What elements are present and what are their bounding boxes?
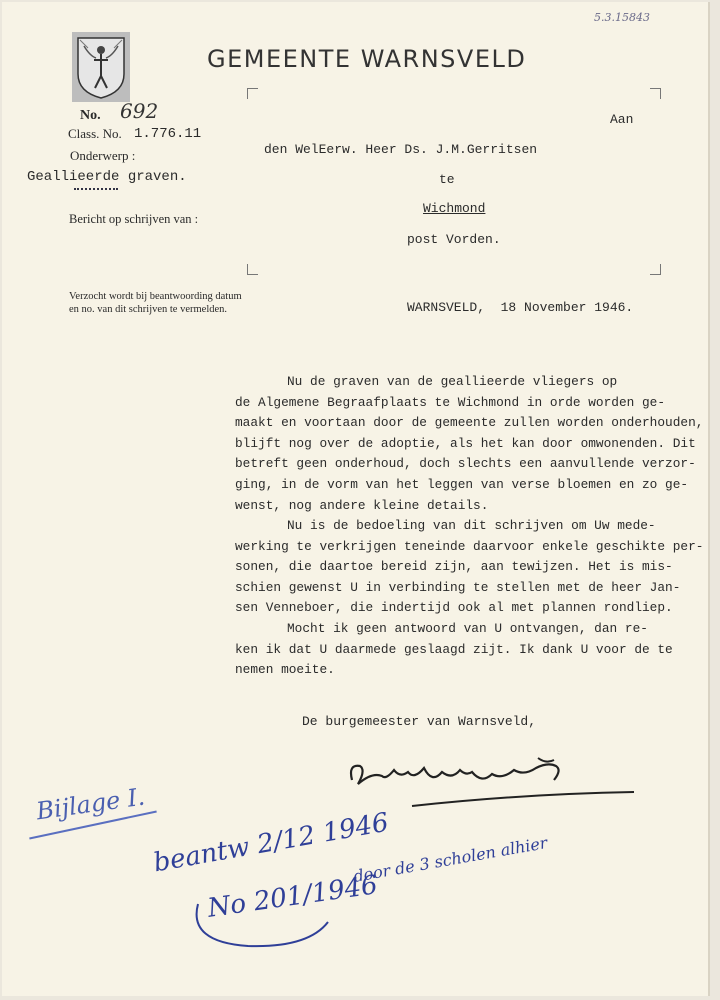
address-recipient: den WelEerw. Heer Ds. J.M.Gerritsen [264, 142, 538, 157]
address-te: te [439, 172, 455, 187]
class-label: Class. No. [68, 126, 122, 141]
date-line: WARNSVELD, 18 November 1946. [407, 300, 634, 315]
annotation-arc [188, 902, 338, 952]
body-line: Nu is de bedoeling van dit schrijven om Uw mede- [287, 518, 656, 533]
number-value: 692 [120, 99, 159, 123]
signature [342, 750, 642, 814]
subject-value: Geallieerde graven. [27, 169, 187, 185]
letterhead-title: GEMEENTE WARNSVELD [207, 45, 527, 73]
reply-note-line2: en no. van dit schrijven te vermelden. [69, 304, 228, 315]
letter-body-para2 [235, 537, 703, 619]
body-line: de Algemene Begraafplaats te Wichmond in orde worden ge- [235, 394, 666, 410]
letter-body-para2-first [287, 516, 656, 537]
body-line: nemen moeite. [235, 662, 335, 678]
subject-underline [74, 188, 118, 190]
body-line: maakt en voortaan door de gemeente zullen worden onderhouden, [235, 415, 704, 431]
letter-body [287, 372, 617, 393]
body-line: Mocht ik geen antwoord van U ontvangen, dan re- [287, 621, 648, 636]
closing-line: De burgemeester van Warnsveld, [302, 714, 537, 729]
archive-reference: 5.3.15843 [594, 11, 650, 24]
address-aan: Aan [610, 112, 634, 127]
class-value: 1.776.11 [134, 126, 202, 142]
body-line: Nu de graven van de geallieerde vliegers op [287, 374, 618, 389]
letter-page [2, 2, 708, 996]
window-corner-top-right [650, 88, 661, 99]
address-post: post Vorden. [407, 232, 501, 247]
reference-label: Bericht op schrijven van : [69, 212, 199, 226]
number-annotation: No 201/1946 [205, 870, 380, 924]
body-line: ging, in de vorm van het leggen van verse bloemen en zo ge- [235, 476, 689, 492]
body-line: betreft geen onderhoud, doch slechts een aanvullende verzor- [235, 456, 696, 472]
reply-note-line1: Verzocht wordt bij beantwoording datum [69, 291, 242, 302]
body-line: schien gewenst U in verbinding te stellen met de heer Jan- [235, 579, 681, 595]
body-line: blijft nog over de adoptie, als het kan door omwonenden. Dit [235, 435, 696, 451]
subject-label: Onderwerp : [70, 148, 136, 163]
body-line: sonen, die daartoe bereid zijn, aan tewijzen. Het is mis- [235, 559, 673, 575]
window-corner-top-left [247, 88, 258, 99]
letter-body-para1 [235, 393, 703, 517]
letter-body-para3-first [287, 619, 648, 640]
window-corner-bottom-right [650, 264, 661, 275]
body-line: sen Venneboer, die indertijd ook al met plannen rondliep. [235, 600, 673, 616]
bijlage-annotation: Bijlage I. [34, 782, 147, 826]
body-line: wenst, nog andere kleine details. [235, 497, 489, 513]
extra-annotation: door de 3 scholen alhier [351, 833, 549, 886]
crest-icon [72, 32, 130, 102]
beantw-annotation: beantw 2/12 1946 [151, 807, 391, 879]
window-corner-bottom-left [247, 264, 258, 275]
body-line: ken ik dat U daarmede geslaagd zijt. Ik dank U voor de te [235, 641, 673, 657]
address-place: Wichmond [423, 201, 486, 216]
letter-body-para3 [235, 640, 673, 681]
body-line: werking te verkrijgen teneinde daarvoor enkele geschikte per- [235, 538, 704, 554]
number-label: No. [80, 108, 101, 123]
